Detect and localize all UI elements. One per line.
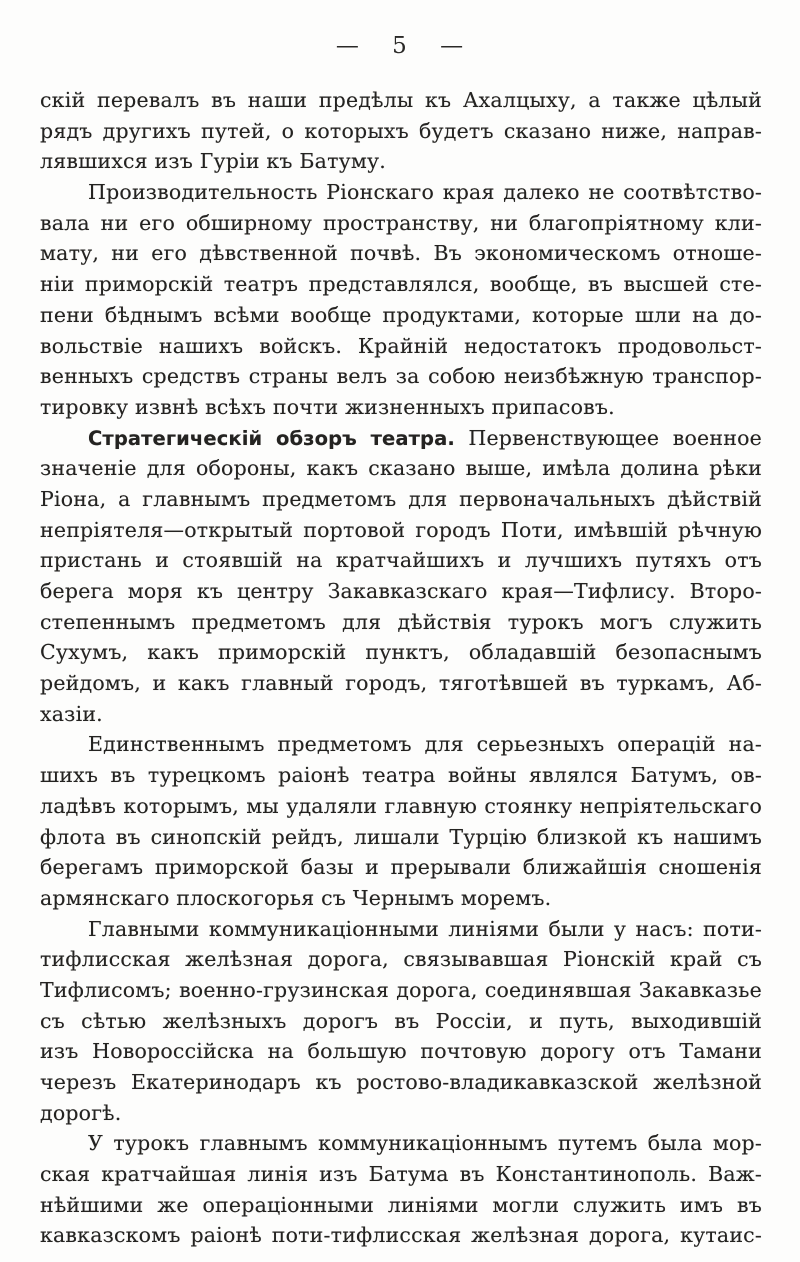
text-line: рейдомъ, и какъ главный городъ, тяготѣвшей въ туркамъ, Аб-: [40, 671, 762, 696]
text-line: дорогѣ.: [40, 1100, 122, 1125]
text-line: Тифлисомъ; военно-грузинская дорога, соединявшая Закавказье: [40, 977, 762, 1002]
text-line: Единственнымъ предметомъ для серьезныхъ операцій на-: [88, 732, 762, 757]
text-line: Главными коммуникаціонными линіями были у насъ: поти-: [88, 916, 762, 941]
text-line: флота въ синопскій рейдъ, лишали Турцію близкой къ нашимъ: [40, 824, 762, 849]
text-line: съ сѣтью желѣзныхъ дорогъ въ Россіи, и путь, выходившій: [40, 1008, 762, 1033]
text-line: берегамъ приморской базы и прерывали ближайшія сношенія: [40, 855, 762, 880]
text-line: хазіи.: [40, 701, 103, 726]
text-line: черезъ Екатеринодаръ къ ростово-владикавказской желѣзной: [40, 1070, 762, 1094]
text-line: Стратегическій обзоръ театра. Первенствующее военное: [88, 425, 762, 450]
text-line: ская кратчайшая линія изъ Батума въ Константинополь. Важ-: [40, 1162, 762, 1187]
text-line: Ріона, а главнымъ предметомъ для первоначальныхъ дѣйствій: [40, 486, 762, 511]
text-line: шихъ въ турецкомъ раіонѣ театра войны являлся Батумъ, ов-: [40, 763, 762, 788]
text-line: армянскаго плоскогорья съ Чернымъ моремъ.: [40, 885, 552, 910]
text-line: мату, ни его дѣвственной почвѣ. Въ экономическомъ отноше-: [40, 241, 762, 266]
text-line: ніи приморскій театръ представлялся, вообще, въ высшей сте-: [40, 272, 762, 297]
text-line: непріятеля—открытый портовой городъ Поти, имѣвшій рѣчную: [40, 517, 762, 542]
text-line: пристань и стоявшій на кратчайшихъ и лучшихъ путяхъ отъ: [40, 548, 762, 573]
text-line: вала ни его обширному пространству, ни благопріятному кли-: [40, 210, 762, 235]
text-line: У турокъ главнымъ коммуникаціоннымъ путемъ была мор-: [88, 1131, 762, 1156]
page-text: [40, 85, 762, 1251]
text-line: значеніе для обороны, какъ сказано выше, имѣла долина рѣки: [40, 456, 762, 481]
page-number: — 5 —: [335, 33, 465, 59]
text-line: Сухумъ, какъ приморскій пунктъ, обладавшій безопаснымъ: [40, 640, 762, 665]
text-line: изъ Новороссійска на большую почтовую дорогу отъ Тамани: [40, 1039, 762, 1064]
text-line: берега моря къ центру Закавказскаго края—Тифлису. Второ-: [40, 579, 762, 603]
text-line: вольствіе нашихъ войскъ. Крайній недостатокъ продовольст-: [40, 333, 762, 358]
text-line: степеннымъ предметомъ для дѣйствія турокъ могъ служить: [40, 609, 762, 634]
text-line: рядъ другихъ путей, о которыхъ будетъ сказано ниже, направ-: [40, 118, 762, 143]
section-heading: Стратегическій обзоръ театра.: [88, 426, 455, 450]
text-line: тировку извнѣ всѣхъ почти жизненныхъ припасовъ.: [40, 394, 615, 419]
text-line: ладѣвъ которымъ, мы удаляли главную стоянку непріятельскаго: [40, 793, 762, 818]
text-line: тифлисская желѣзная дорога, связывавшая Ріонскій край съ: [40, 947, 762, 972]
text-line: пени бѣднымъ всѣми вообще продуктами, которые шли на до-: [40, 302, 762, 327]
text-line: Производительность Ріонскаго края далеко не соотвѣтство-: [88, 180, 762, 205]
text-line: нѣйшими же операціонными линіями могли служить имъ въ: [40, 1192, 762, 1217]
text-line: кавказскомъ раіонѣ поти-тифлисская желѣзная дорога, кутаис-: [40, 1223, 762, 1248]
text-line: скій перевалъ въ наши предѣлы къ Ахалцыху, а также цѣлый: [40, 88, 762, 112]
text-line: лявшихся изъ Гуріи къ Батуму.: [40, 149, 386, 174]
text-line: венныхъ средствъ страны велъ за собою неизбѣжную транспор-: [40, 364, 762, 389]
